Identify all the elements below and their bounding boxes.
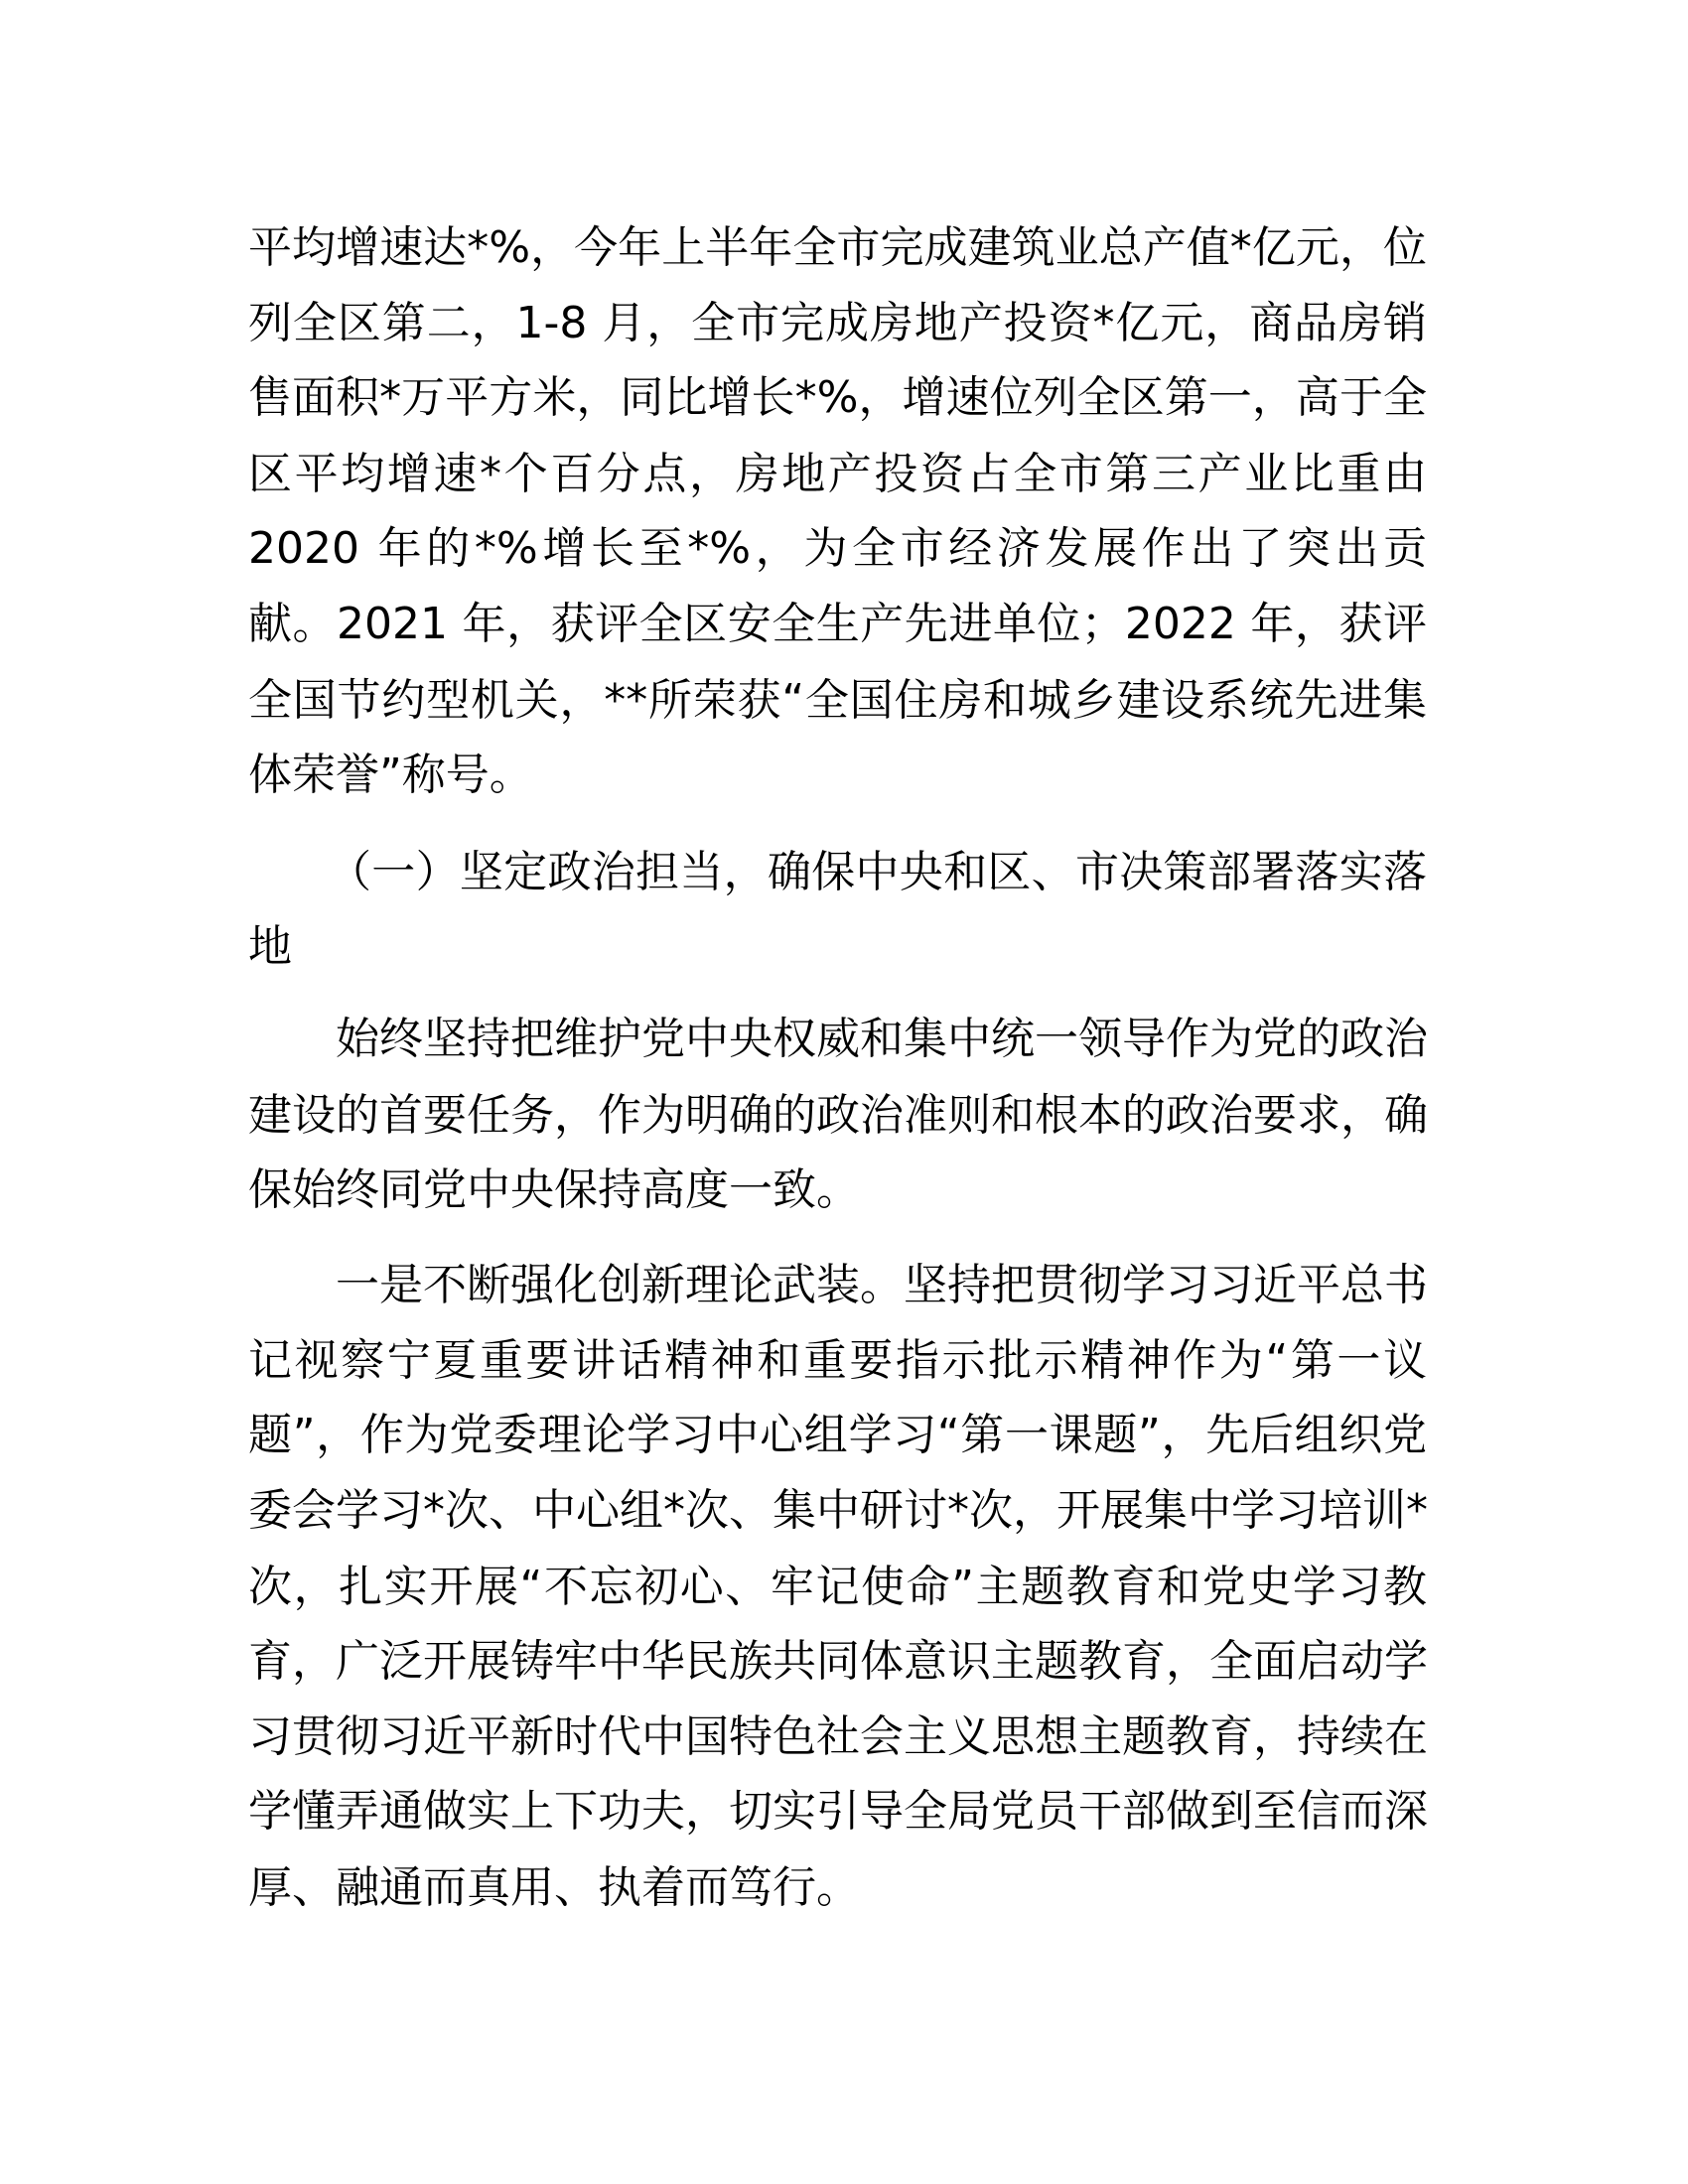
heading-line: （一）坚定政治担当，确保中央和区、市决策部署落实落 bbox=[328, 847, 1427, 897]
text-line: 一是不断强化创新理论武装。坚持把贯彻学习习近平总书 bbox=[336, 1260, 1428, 1310]
text-line: 记视察宁夏重要讲话精神和重要指示批示精神作为“第一议 bbox=[248, 1335, 1427, 1386]
text-line: 委会学习*次、中心组*次、集中研讨*次，开展集中学习培训* bbox=[248, 1485, 1428, 1536]
text-line: 建设的首要任务，作为明确的政治准则和根本的政治要求，确 bbox=[248, 1090, 1428, 1141]
text-line: 体荣誉”称号。 bbox=[248, 750, 533, 800]
text-line: 保始终同党中央保持高度一致。 bbox=[248, 1164, 860, 1215]
text-line: 始终坚持把维护党中央权威和集中统一领导作为党的政治 bbox=[336, 1014, 1428, 1064]
text-line: 次，扎实开展“不忘初心、牢记使命”主题教育和党史学习教 bbox=[248, 1562, 1427, 1612]
text-line: 习贯彻习近平新时代中国特色社会主义思想主题教育，持续在 bbox=[248, 1711, 1428, 1762]
text-line: 区平均增速*个百分点，房地产投资占全市第三产业比重由 bbox=[248, 449, 1427, 499]
text-line: 厚、融通而真用、执着而笃行。 bbox=[248, 1862, 860, 1913]
text-line: 献。2021 年，获评全区安全生产先进单位；2022 年，获评 bbox=[248, 599, 1427, 649]
heading-line: 地 bbox=[248, 921, 292, 972]
text-line: 育，广泛开展铸牢中华民族共同体意识主题教育，全面启动学 bbox=[248, 1636, 1428, 1687]
text-line: 列全区第二，1-8 月，全市完成房地产投资*亿元，商品房销 bbox=[248, 298, 1427, 348]
text-line: 学懂弄通做实上下功夫，切实引导全局党员干部做到至信而深 bbox=[248, 1786, 1428, 1837]
text-line: 全国节约型机关，**所荣获“全国住房和城乡建设系统先进集 bbox=[248, 675, 1427, 726]
text-line: 题”，作为党委理论学习中心组学习“第一课题”，先后组织党 bbox=[248, 1410, 1427, 1460]
text-line: 2020 年的*%增长至*%，为全市经济发展作出了突出贡 bbox=[248, 523, 1427, 574]
text-line: 平均增速达*%，今年上半年全市完成建筑业总产值*亿元，位 bbox=[248, 222, 1427, 273]
text-line: 售面积*万平方米，同比增长*%，增速位列全区第一，高于全 bbox=[248, 372, 1427, 423]
